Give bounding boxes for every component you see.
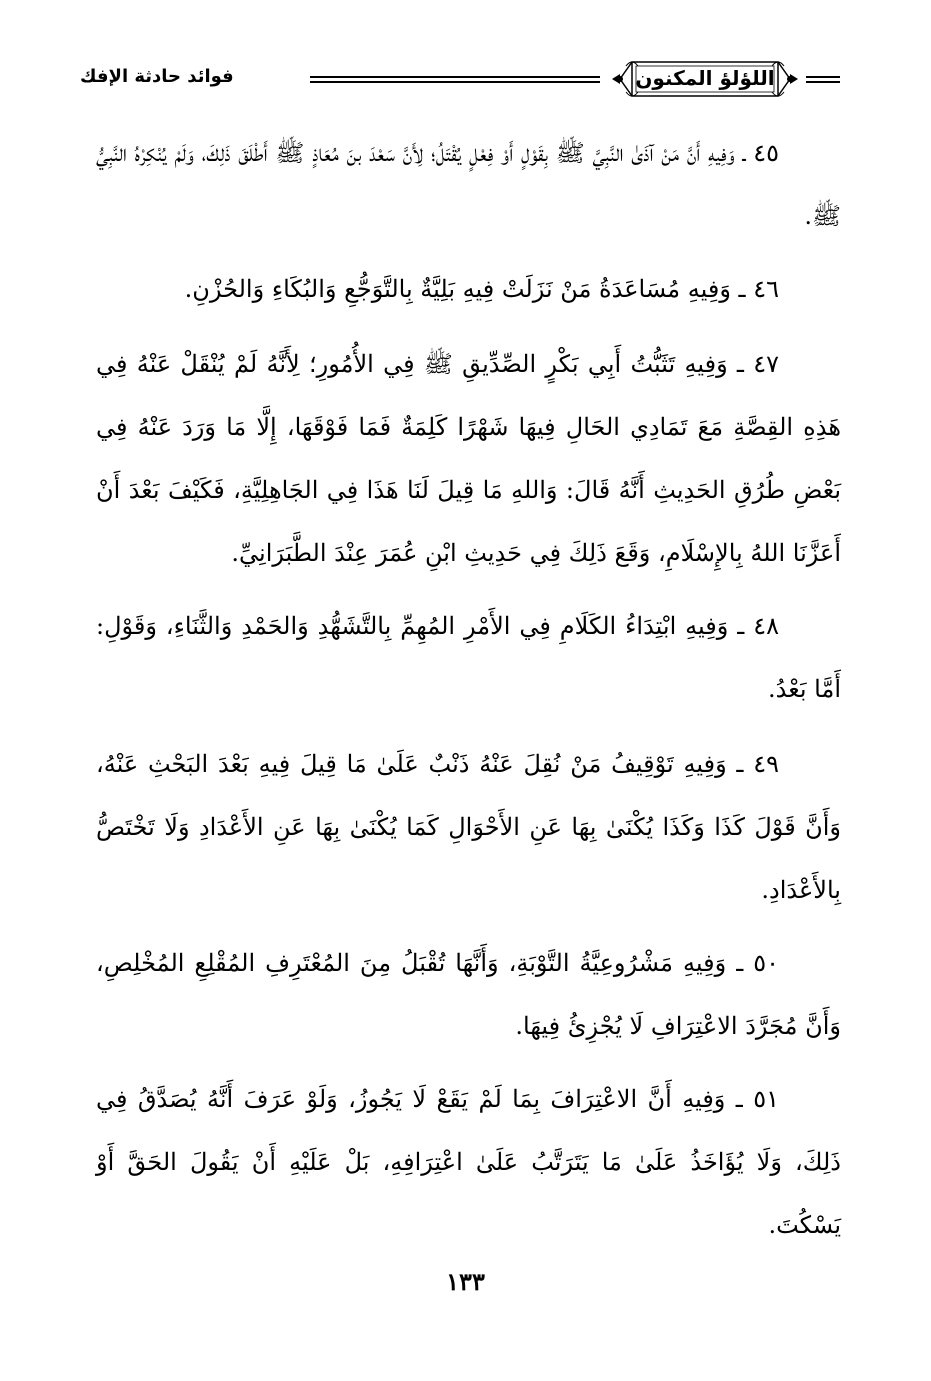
- header-rule-left: [310, 76, 600, 83]
- header-rule-right: [806, 76, 840, 83]
- chapter-title: فوائد حادثة الإفك: [80, 66, 234, 87]
- book-title: اللؤلؤ المكنون: [635, 66, 775, 90]
- paragraph-48: ٤٨ ـ وَفِيهِ ابْتِدَاءُ الكَلَامِ فِي الأَمْرِ المُهِمِّ بِالتَّشَهُّدِ وَالحَمْدِ وَالثَّنَاءِ، وَقَوْلِ: أَمَّا بَعْدُ.: [96, 612, 841, 703]
- paragraph-51: ٥١ ـ وَفِيهِ أَنَّ الاعْتِرَافَ بِمَا لَمْ يَقَعْ لَا يَجُوزُ، وَلَوْ عَرَفَ أَنَّهُ يُصَدَّقُ فِي ذَلِكَ، وَلَا يُؤَاخَذُ عَلَىٰ مَا يَتَرَتَّبُ عَلَىٰ اعْتِرَافِهِ، بَلْ عَلَيْهِ أَنْ يَقُولَ الحَقَّ أَوْ يَسْكُتَ.: [96, 1085, 841, 1239]
- book-title-cartouche: [610, 56, 800, 102]
- running-header: [80, 52, 840, 112]
- page-number: ١٣٣: [446, 1267, 485, 1296]
- paragraph-46: ٤٦ ـ وَفِيهِ مُسَاعَدَةُ مَنْ نَزَلَتْ فِيهِ بَلِيَّةٌ بِالتَّوَجُّعِ وَالبُكَاءِ وَالحُزْنِ.: [184, 275, 779, 303]
- paragraph-45: ٤٥ ـ وَفِيهِ أَنَّ مَنْ آذَىٰ النَّبِيَّ ﷺ بِقَوْلٍ أَوْ فِعْلٍ يُقْتَلُ؛ لِأَنَّ سَعْدَ بنَ مُعَاذٍ ﷺ أَطْلَقَ ذَلِكَ، وَلَمْ يُنْكِرْهُ النَّبِيُّ ﷺ.: [96, 139, 841, 230]
- paragraph-49: ٤٩ ـ وَفِيهِ تَوْقِيفُ مَنْ نُقِلَ عَنْهُ ذَنْبٌ عَلَىٰ مَا قِيلَ فِيهِ بَعْدَ البَحْثِ عَنْهُ، وَأَنَّ قَوْلَ كَذَا وَكَذَا يُكْنَىٰ بِهَا عَنِ الأَحْوَالِ كَمَا يُكْنَىٰ بِهَا عَنِ الأَعْدَادِ وَلَا تَخْتَصُّ بِالأَعْدَادِ.: [96, 750, 841, 904]
- paragraph-47: ٤٧ ـ وَفِيهِ تَثَبُّتُ أَبِي بَكْرٍ الصِّدِّيقِ ﷺ فِي الأُمُورِ؛ لِأَنَّهُ لَمْ يُنْقَلْ عَنْهُ فِي هَذِهِ القِصَّةِ مَعَ تَمَادِي الحَالِ فِيهَا شَهْرًا كَلِمَةٌ فَمَا فَوْقَهَا، إِلَّا مَا وَرَدَ عَنْهُ فِي بَعْضِ طُرُقِ الحَدِيثِ أَنَّهُ قَالَ: وَاللهِ مَا قِيلَ لَنَا هَذَا فِي الجَاهِلِيَّةِ، فَكَيْفَ بَعْدَ أَنْ أَعَزَّنَا اللهُ بِالإِسْلَامِ، وَقَعَ ذَلِكَ فِي حَدِيثِ ابْنِ عُمَرَ عِنْدَ الطَّبَرَانِيِّ.: [96, 350, 841, 567]
- body-text: [96, 122, 841, 1267]
- paragraph-50: ٥٠ ـ وَفِيهِ مَشْرُوعِيَّةُ التَّوْبَةِ، وَأَنَّهَا تُقْبَلُ مِنَ المُعْتَرِفِ المُقْلِعِ المُخْلِصِ، وَأَنَّ مُجَرَّدَ الاعْتِرَافِ لَا يُجْزِئُ فِيهَا.: [96, 949, 841, 1040]
